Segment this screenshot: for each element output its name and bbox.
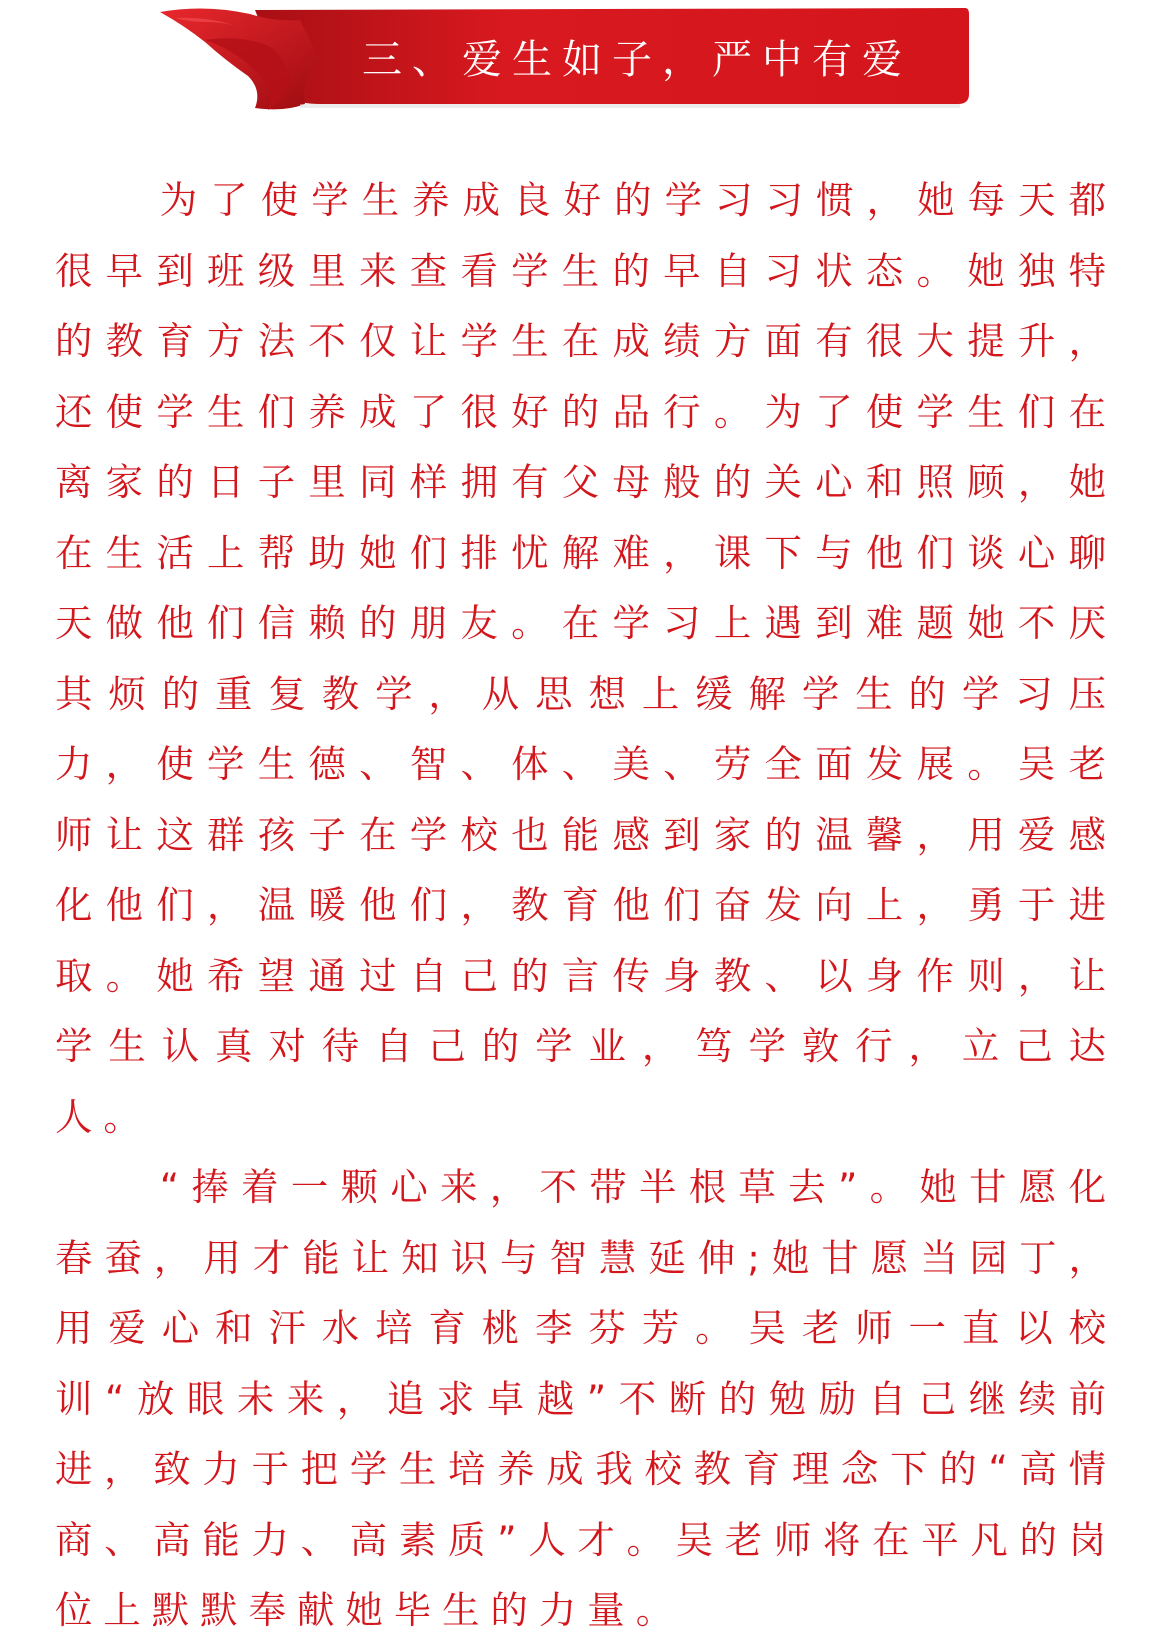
section-banner [0,0,1163,130]
section-title: 三、爱生如子，严中有爱 [362,37,912,83]
article-body [55,165,1117,1646]
article-paragraph: “捧着一颗心来，不带半根草去”。她甘愿化春蚕，用才能让知识与智慧延伸;她甘愿当园丁，用爱心和汗水培育桃李芬芳。吴老师一直以校训“放眼未来，追求卓越”不断的勉励自己继续前进，致力于把学生培养成我校教育理念下的“高情商、高能力、高素质”人才。吴老师将在平凡的岗位上默默奉献她毕生的力量。 [55,1165,1117,1632]
article-paragraph: 为了使学生养成良好的学习习惯，她每天都很早到班级里来查看学生的早自习状态。她独特的教育方法不仅让学生在成绩方面有很大提升，还使学生们养成了很好的品行。为了使学生们在离家的日子里同样拥有父母般的关心和照顾，她在生活上帮助她们排忧解难，课下与他们谈心聊天做他们信赖的朋友。在学习上遇到难题她不厌其烦的重复教学，从思想上缓解学生的学习压力，使学生德、智、体、美、劳全面发展。吴老师让这群孩子在学校也能感到家的温馨，用爱感化他们，温暖他们，教育他们奋发向上，勇于进取。她希望通过自己的言传身教、以身作则，让学生认真对待自己的学业，笃学敦行，立己达人。 [55,178,1117,1139]
